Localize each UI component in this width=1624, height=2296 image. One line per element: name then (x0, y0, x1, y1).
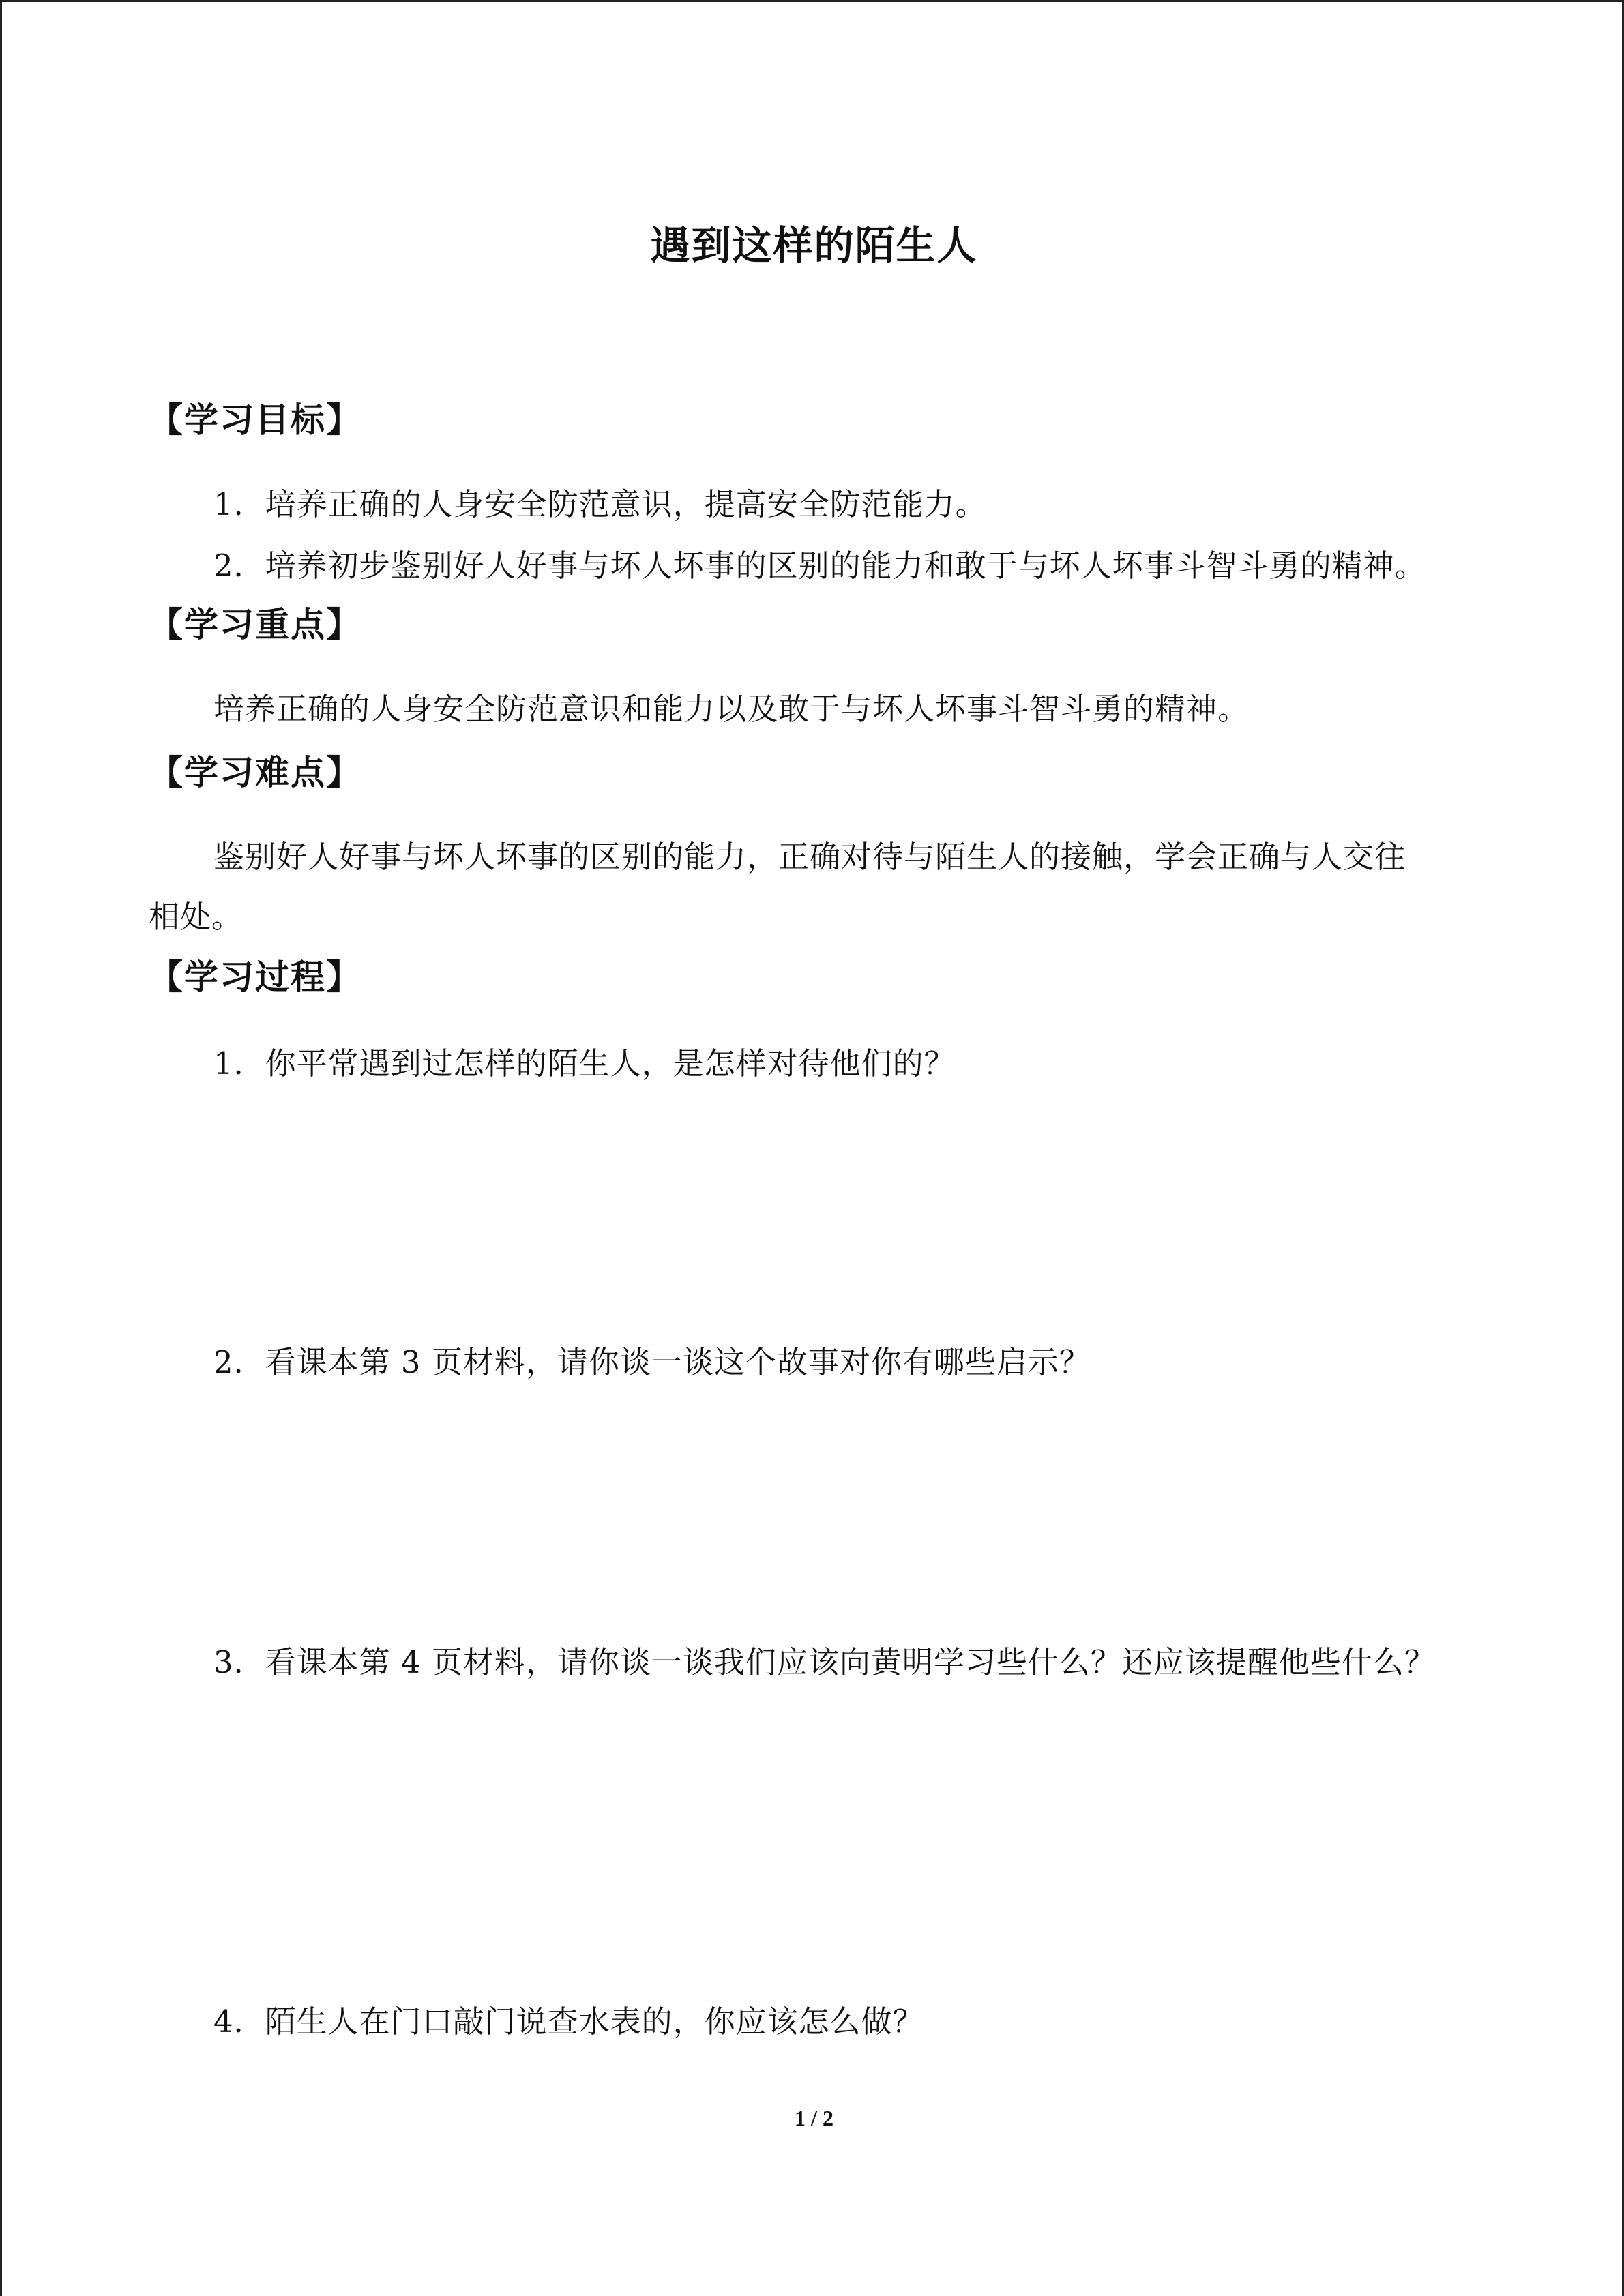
objective-item-1: 1．培养正确的人身安全防范意识，提高安全防范能力。 (213, 486, 987, 522)
question-2: 2．看课本第 3 页材料，请你谈一谈这个故事对你有哪些启示？ (213, 1344, 1091, 1380)
question-3: 3．看课本第 4 页材料，请你谈一谈我们应该向黄明学习些什么？还应该提醒他些什么？ (213, 1644, 1436, 1680)
section-heading-key-points: 【学习重点】 (149, 605, 361, 644)
document-title: 遇到这样的陌生人 (650, 222, 978, 269)
section-heading-process: 【学习过程】 (149, 957, 361, 997)
section-heading-objectives: 【学习目标】 (149, 400, 361, 440)
difficulty-text: 鉴别好人好事与坏人坏事的区别的能力，正确对待与陌生人的接触，学会正确与人交往 (213, 839, 1406, 875)
question-1: 1．你平常遇到过怎样的陌生人，是怎样对待他们的？ (213, 1045, 956, 1082)
page-number: 1 / 2 (795, 2106, 833, 2130)
difficulty-text-continued: 相处。 (149, 899, 243, 935)
key-point-text: 培养正确的人身安全防范意识和能力以及敢于与坏人坏事斗智斗勇的精神。 (213, 691, 1250, 727)
question-4: 4．陌生人在门口敲门说查水表的，你应该怎么做？ (213, 2003, 924, 2040)
section-heading-difficulties: 【学习难点】 (149, 753, 361, 792)
objective-item-2: 2．培养初步鉴别好人好事与坏人坏事的区别的能力和敢于与坏人坏事斗智斗勇的精神。 (213, 548, 1426, 584)
